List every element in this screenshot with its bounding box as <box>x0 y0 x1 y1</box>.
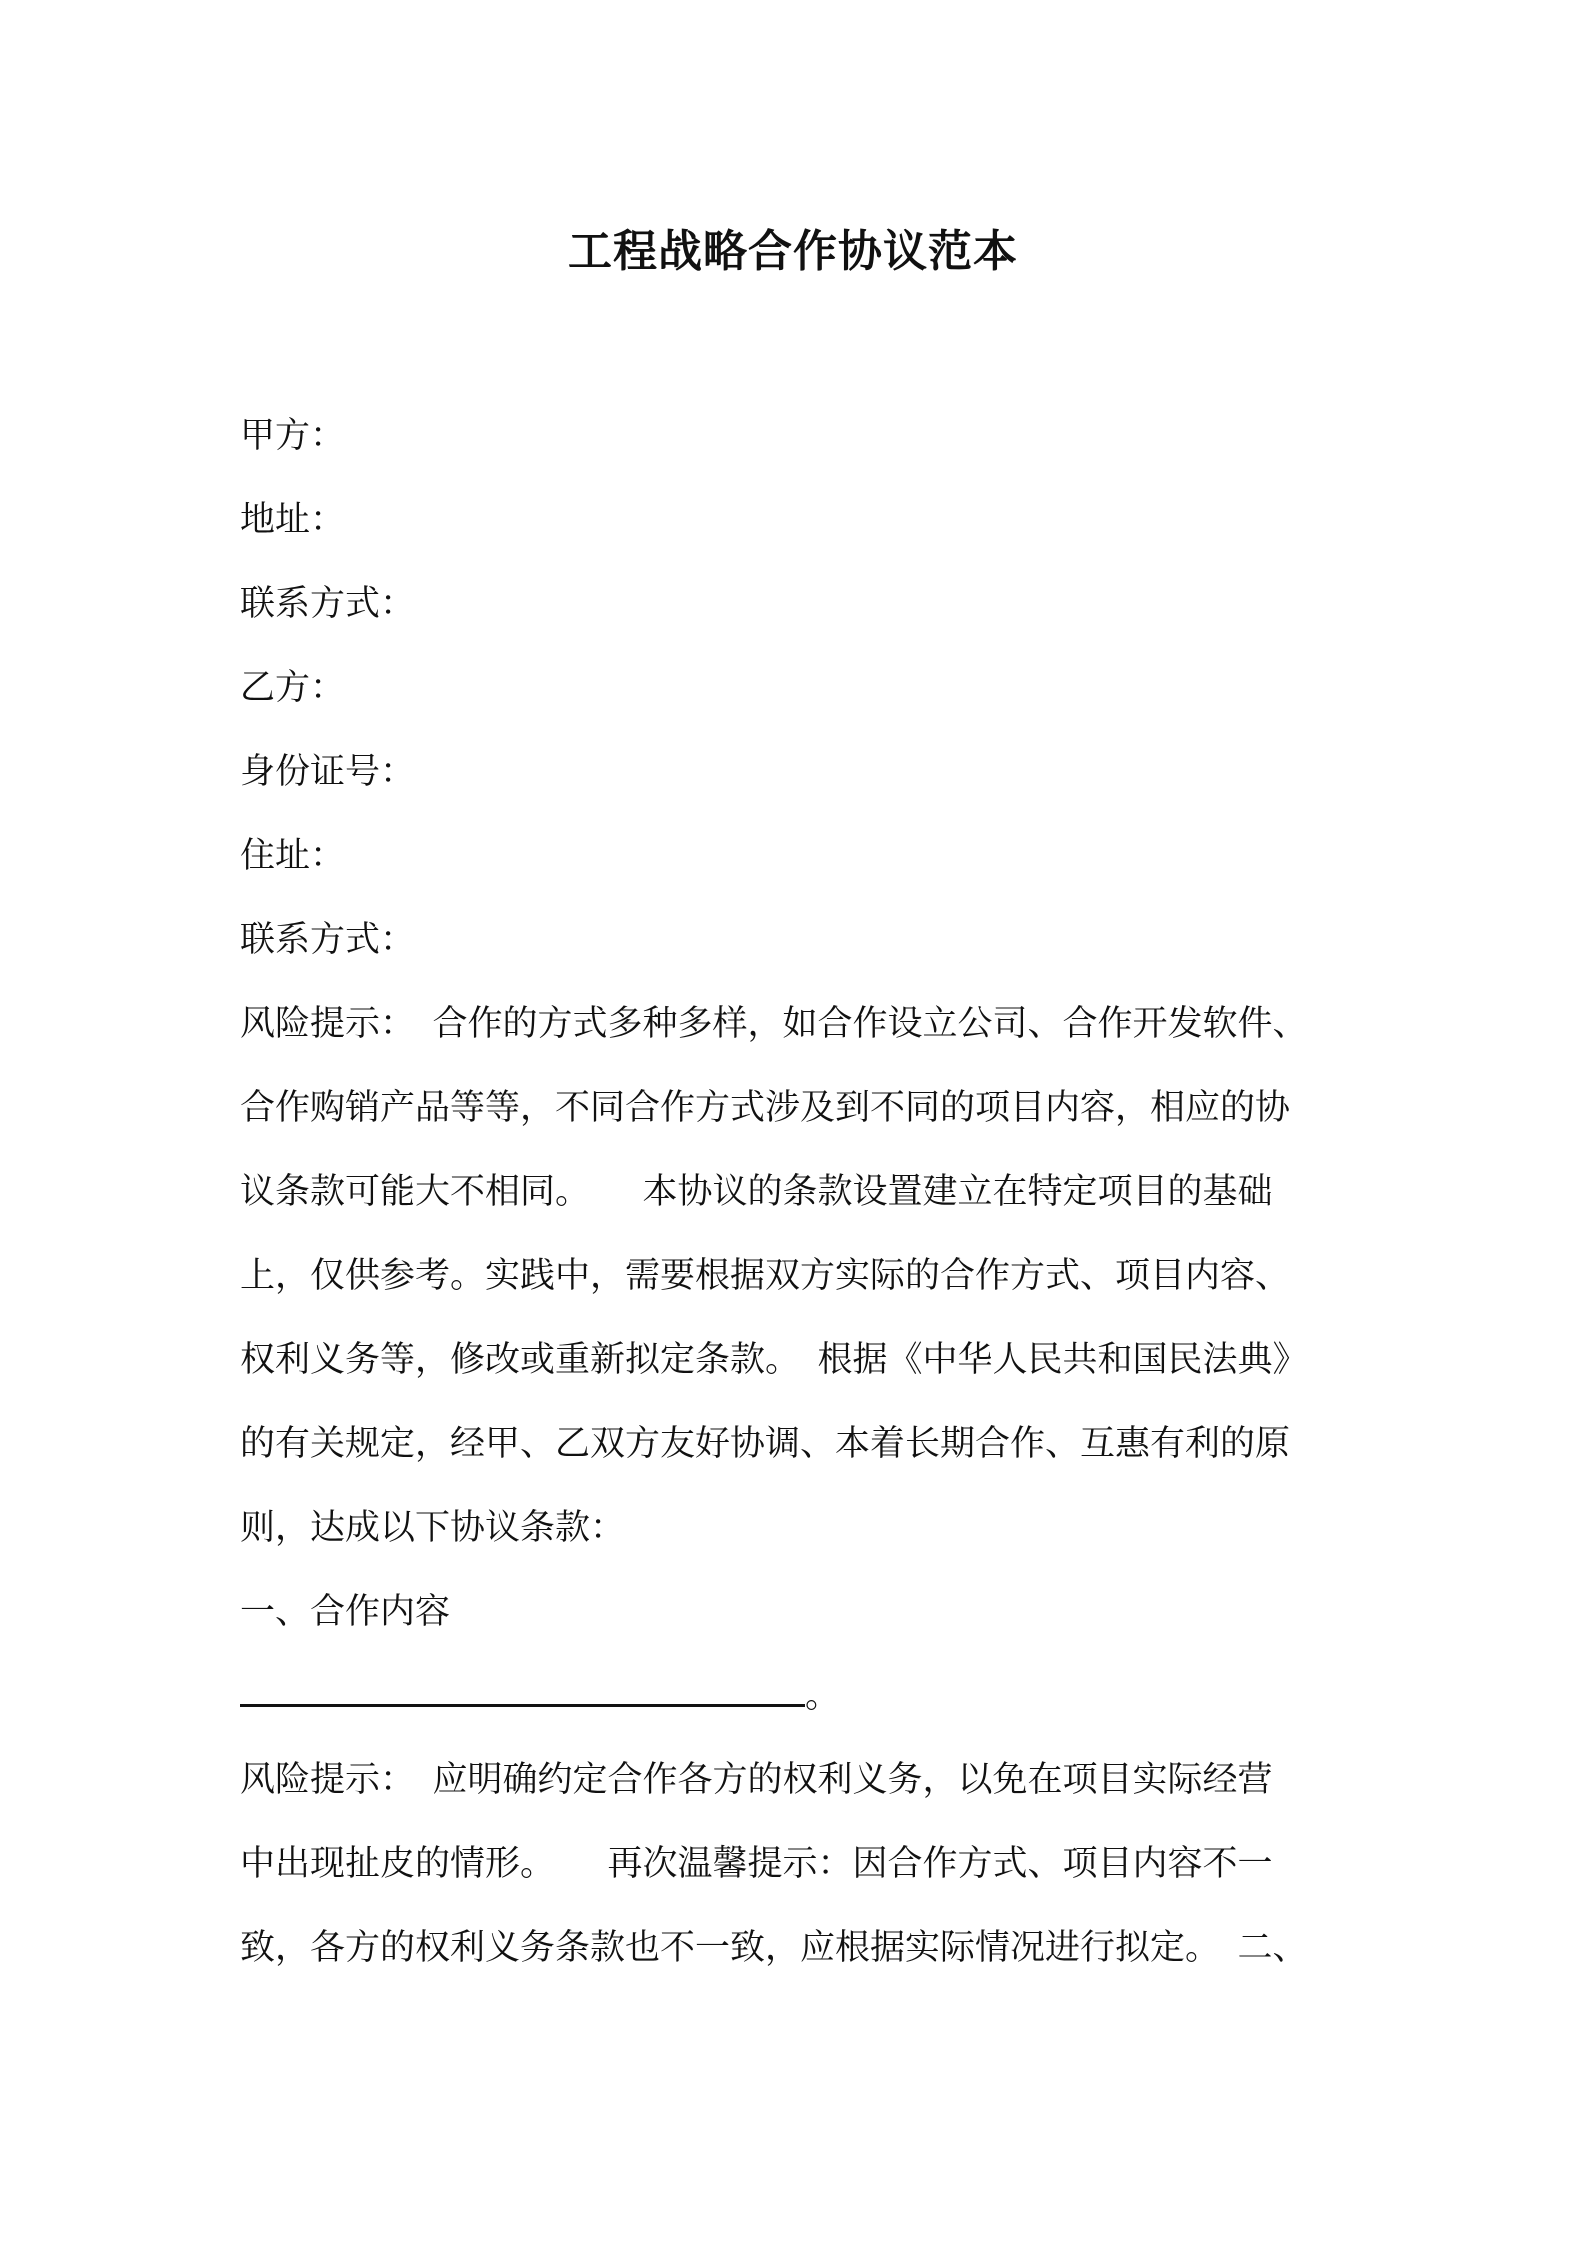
risk-notice-1-line: 则，达成以下协议条款： <box>240 1508 626 1548</box>
contact-b-label: 联系方式： <box>240 920 416 960</box>
document-title: 工程战略合作协议范本 <box>568 226 1018 277</box>
risk-notice-1-line: 上，仅供参考。实践中，需要根据双方实际的合作方式、项目内容、 <box>240 1256 1291 1296</box>
risk-notice-1-line: 风险提示： 合作的方式多种多样，如合作设立公司、合作开发软件、 <box>240 1004 1308 1044</box>
id-number-label: 身份证号： <box>240 752 416 792</box>
cooperation-content-blank <box>240 1675 840 1717</box>
risk-notice-2-line: 中出现扯皮的情形。 再次温馨提示：因合作方式、项目内容不一 <box>240 1844 1273 1884</box>
risk-notice-2-line: 风险提示： 应明确约定合作各方的权利义务，以免在项目实际经营 <box>240 1760 1273 1800</box>
party-b-label: 乙方： <box>240 668 346 708</box>
risk-notice-1-line: 权利义务等，修改或重新拟定条款。 根据《中华人民共和国民法典》 <box>240 1340 1308 1380</box>
risk-notice-1-line: 合作购销产品等等，不同合作方式涉及到不同的项目内容，相应的协 <box>240 1088 1291 1128</box>
risk-notice-1-line: 的有关规定，经甲、乙双方友好协调、本着长期合作、互惠有利的原 <box>240 1424 1291 1464</box>
risk-notice-1-line: 议条款可能大不相同。 本协议的条款设置建立在特定项目的基础 <box>240 1172 1273 1212</box>
party-a-label: 甲方： <box>240 416 346 456</box>
contact-a-label: 联系方式： <box>240 584 416 624</box>
blank-end-mark: 。 <box>805 1676 841 1716</box>
section-1-heading: 一、合作内容 <box>240 1592 451 1632</box>
residence-label: 住址： <box>240 836 346 876</box>
blank-underline <box>240 1676 805 1707</box>
risk-notice-2-line: 致，各方的权利义务条款也不一致，应根据实际情况进行拟定。 二、 <box>240 1928 1308 1968</box>
address-label: 地址： <box>240 500 346 540</box>
